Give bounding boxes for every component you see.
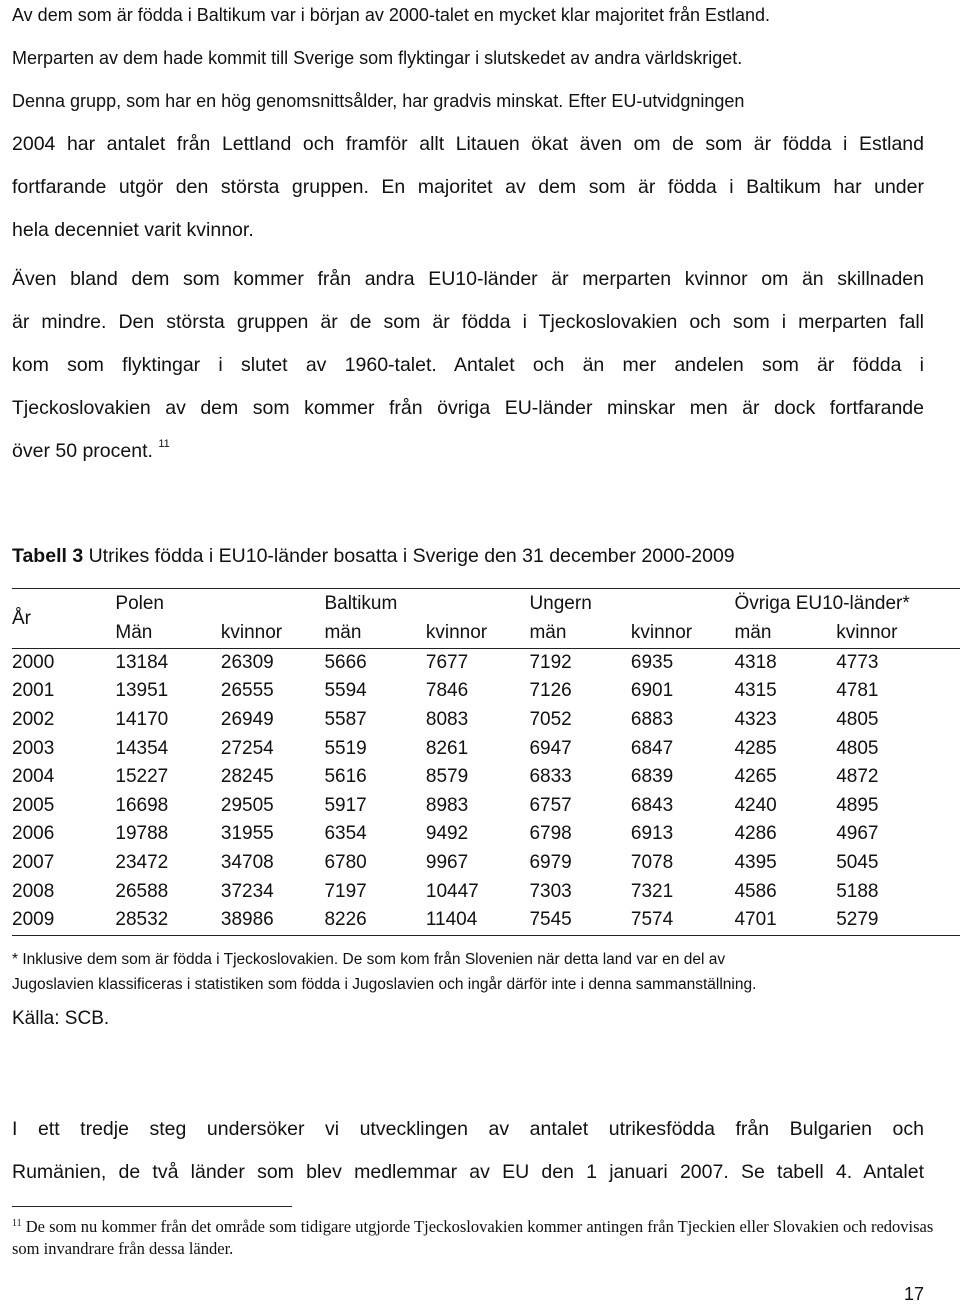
value-cell: 38986 bbox=[220, 909, 274, 931]
value-cell: 6979 bbox=[529, 852, 572, 874]
value-cell: 5917 bbox=[324, 794, 367, 816]
value-cell: 13184 bbox=[115, 651, 169, 673]
value-cell: 4395 bbox=[734, 852, 777, 874]
paragraph-line: Även bland dem som kommer från andra EU10-länder är merparten kvinnor om än skillnaden bbox=[12, 268, 924, 290]
value-cell: 7197 bbox=[324, 880, 367, 902]
value-cell: 15227 bbox=[115, 766, 169, 788]
table-row bbox=[12, 820, 960, 849]
value-cell: 8261 bbox=[425, 737, 469, 759]
value-cell: 7126 bbox=[529, 680, 572, 702]
table-row bbox=[12, 734, 960, 763]
value-cell: 7078 bbox=[630, 852, 674, 874]
value-cell: 6354 bbox=[324, 823, 367, 845]
paragraph-line: Merparten av dem hade kommit till Sverige som flyktingar i slutskedet av andra världskriget. bbox=[12, 48, 743, 68]
paragraph-line: kom som flyktingar i slutet av 1960-talet. Antalet och än mer andelen som är födda i bbox=[12, 354, 924, 376]
value-cell: 5188 bbox=[836, 880, 879, 902]
table-subheader: kvinnor bbox=[425, 622, 488, 644]
table-row bbox=[12, 906, 960, 935]
value-cell: 4805 bbox=[836, 709, 879, 731]
paragraph-line-text: över 50 procent. bbox=[12, 440, 153, 462]
year-cell: 2002 bbox=[12, 709, 55, 731]
value-cell: 8226 bbox=[324, 909, 367, 931]
page-number: 17 bbox=[903, 1284, 924, 1304]
value-cell: 4265 bbox=[734, 766, 777, 788]
value-cell: 6833 bbox=[529, 766, 572, 788]
value-cell: 10447 bbox=[425, 880, 479, 902]
value-cell: 7303 bbox=[529, 880, 572, 902]
value-cell: 4586 bbox=[734, 880, 777, 902]
value-cell: 7846 bbox=[425, 680, 469, 702]
year-cell: 2007 bbox=[12, 852, 55, 874]
table-header-cell bbox=[12, 608, 115, 648]
year-header: År bbox=[12, 608, 31, 630]
table-header-groups bbox=[12, 589, 960, 620]
value-cell: 14170 bbox=[115, 709, 169, 731]
footnote bbox=[12, 1216, 942, 1260]
value-cell: 7677 bbox=[425, 651, 469, 673]
table-row bbox=[12, 706, 960, 735]
table-subheader: Män bbox=[115, 622, 153, 644]
value-cell: 11404 bbox=[425, 909, 478, 931]
value-cell: 5519 bbox=[324, 737, 367, 759]
value-cell: 29505 bbox=[220, 794, 274, 816]
value-cell: 6935 bbox=[630, 651, 674, 673]
value-cell: 6843 bbox=[630, 794, 674, 816]
value-cell: 6798 bbox=[529, 823, 572, 845]
value-cell: 4318 bbox=[734, 651, 777, 673]
value-cell: 8579 bbox=[425, 766, 469, 788]
value-cell: 4872 bbox=[836, 766, 879, 788]
value-cell: 7052 bbox=[529, 709, 572, 731]
table-subheader: kvinnor bbox=[220, 622, 283, 644]
value-cell: 14354 bbox=[115, 737, 169, 759]
value-cell: 5279 bbox=[836, 909, 879, 931]
year-cell: 2009 bbox=[12, 909, 55, 931]
paragraph-eu10 bbox=[12, 258, 924, 473]
table-subheader: kvinnor bbox=[630, 622, 693, 644]
value-cell: 19788 bbox=[115, 823, 169, 845]
year-cell: 2006 bbox=[12, 823, 55, 845]
value-cell: 4323 bbox=[734, 709, 777, 731]
table-note-line: Jugoslavien klassificeras i statistiken som födda i Jugoslavien och ingår därför inte i denna sammanställning. bbox=[12, 976, 757, 993]
value-cell: 4285 bbox=[734, 737, 777, 759]
table-caption: Utrikes födda i EU10-länder bosatta i Sverige den 31 december 2000-2009 bbox=[88, 545, 735, 567]
value-cell: 6883 bbox=[630, 709, 674, 731]
value-cell: 4315 bbox=[734, 680, 777, 702]
value-cell: 4240 bbox=[734, 794, 777, 816]
value-cell: 7192 bbox=[529, 651, 572, 673]
table-label: Tabell 3 bbox=[12, 545, 84, 567]
value-cell: 13951 bbox=[115, 680, 169, 702]
paragraph-line: Rumänien, de två länder som blev medlemmar av EU den 1 januari 2007. Se tabell 4. Antalet bbox=[12, 1161, 924, 1183]
value-cell: 4805 bbox=[836, 737, 879, 759]
value-cell: 37234 bbox=[220, 880, 274, 902]
value-cell: 6780 bbox=[324, 852, 367, 874]
paragraph-line: 2004 har antalet från Lettland och framför allt Litauen ökat även om de som är födda i Estland bbox=[12, 133, 924, 155]
paragraph-line: hela decenniet varit kvinnor. bbox=[12, 219, 254, 241]
table-subheader: män bbox=[734, 622, 772, 644]
value-cell: 6847 bbox=[630, 737, 674, 759]
value-cell: 26555 bbox=[220, 680, 274, 702]
value-cell: 8083 bbox=[425, 709, 469, 731]
value-cell: 8983 bbox=[425, 794, 469, 816]
paragraph-line: I ett tredje steg undersöker vi utvecklingen av antalet utrikesfödda från Bulgarien och bbox=[12, 1118, 924, 1140]
table-note-line: * Inklusive dem som är födda i Tjeckoslovakien. De som kom från Slovenien när detta land var en del av bbox=[12, 951, 726, 968]
paragraph-baltikum bbox=[12, 0, 924, 252]
table-row bbox=[12, 677, 960, 706]
value-cell: 6757 bbox=[529, 794, 572, 816]
table-group-header: Övriga EU10-länder* bbox=[734, 593, 910, 614]
value-cell: 4701 bbox=[734, 909, 777, 931]
value-cell: 5587 bbox=[324, 709, 367, 731]
value-cell: 5666 bbox=[324, 651, 367, 673]
eu10-population-table bbox=[12, 588, 960, 936]
value-cell: 23472 bbox=[115, 852, 169, 874]
value-cell: 9967 bbox=[425, 852, 469, 874]
table-subheader: män bbox=[529, 622, 567, 644]
paragraph-line bbox=[12, 430, 924, 473]
value-cell: 6947 bbox=[529, 737, 572, 759]
value-cell: 7321 bbox=[630, 880, 674, 902]
footnote-reference[interactable]: 11 bbox=[158, 438, 170, 450]
footnote-number: 11 bbox=[12, 1218, 22, 1229]
table-source: Källa: SCB. bbox=[12, 1008, 110, 1029]
value-cell: 28532 bbox=[115, 909, 169, 931]
value-cell: 26949 bbox=[220, 709, 274, 731]
value-cell: 28245 bbox=[220, 766, 274, 788]
value-cell: 4286 bbox=[734, 823, 777, 845]
table-row bbox=[12, 763, 960, 792]
value-cell: 27254 bbox=[220, 737, 274, 759]
table-note bbox=[12, 947, 942, 997]
year-cell: 2000 bbox=[12, 651, 55, 673]
value-cell: 31955 bbox=[220, 823, 274, 845]
paragraph-line: Tjeckoslovakien av dem som kommer från övriga EU-länder minskar men är dock fortfarande bbox=[12, 397, 924, 419]
table-subheader: kvinnor bbox=[836, 622, 898, 644]
value-cell: 4781 bbox=[836, 680, 879, 702]
year-cell: 2004 bbox=[12, 766, 55, 788]
value-cell: 26309 bbox=[220, 651, 274, 673]
paragraph-line: är mindre. Den största gruppen är de som är födda i Tjeckoslovakien och som i merparten fall bbox=[12, 311, 924, 333]
table-group-header: Baltikum bbox=[324, 593, 398, 614]
table-header-subgroups bbox=[12, 619, 960, 648]
value-cell: 6901 bbox=[630, 680, 674, 702]
value-cell: 4773 bbox=[836, 651, 879, 673]
table-body bbox=[12, 648, 960, 935]
paragraph-bulgarien-rumanien bbox=[12, 1108, 924, 1194]
year-cell: 2008 bbox=[12, 880, 55, 902]
footnote-text: De som nu kommer från det område som tidigare utgjorde Tjeckoslovakien kommer antingen från Tjeckien eller Slovakien och redovisas som invandrare från dessa länder. bbox=[12, 1217, 934, 1258]
year-cell: 2003 bbox=[12, 737, 55, 759]
value-cell: 4895 bbox=[836, 794, 879, 816]
table-group-header: Polen bbox=[115, 593, 164, 614]
value-cell: 6839 bbox=[630, 766, 674, 788]
value-cell: 5045 bbox=[836, 852, 879, 874]
value-cell: 4967 bbox=[836, 823, 879, 845]
footnote-separator bbox=[12, 1206, 292, 1207]
value-cell: 6913 bbox=[630, 823, 674, 845]
paragraph-line: Av dem som är födda i Baltikum var i början av 2000-talet en mycket klar majoritet från Estland. bbox=[12, 5, 771, 25]
value-cell: 7545 bbox=[529, 909, 572, 931]
table-row bbox=[12, 877, 960, 906]
table-subheader: män bbox=[324, 622, 362, 644]
value-cell: 16698 bbox=[115, 794, 169, 816]
value-cell: 34708 bbox=[220, 852, 274, 874]
table-row bbox=[12, 849, 960, 878]
value-cell: 7574 bbox=[630, 909, 674, 931]
table-title bbox=[12, 545, 735, 568]
value-cell: 5616 bbox=[324, 766, 367, 788]
value-cell: 5594 bbox=[324, 680, 367, 702]
table-row bbox=[12, 648, 960, 677]
table-group-header: Ungern bbox=[529, 593, 592, 614]
value-cell: 26588 bbox=[115, 880, 169, 902]
paragraph-line: Denna grupp, som har en hög genomsnittsålder, har gradvis minskat. Efter EU-utvidgningen bbox=[12, 91, 745, 111]
value-cell: 9492 bbox=[425, 823, 469, 845]
paragraph-line: fortfarande utgör den största gruppen. En majoritet av dem som är födda i Baltikum har under bbox=[12, 176, 924, 198]
year-cell: 2001 bbox=[12, 680, 55, 702]
year-cell: 2005 bbox=[12, 794, 55, 816]
table-row bbox=[12, 792, 960, 821]
